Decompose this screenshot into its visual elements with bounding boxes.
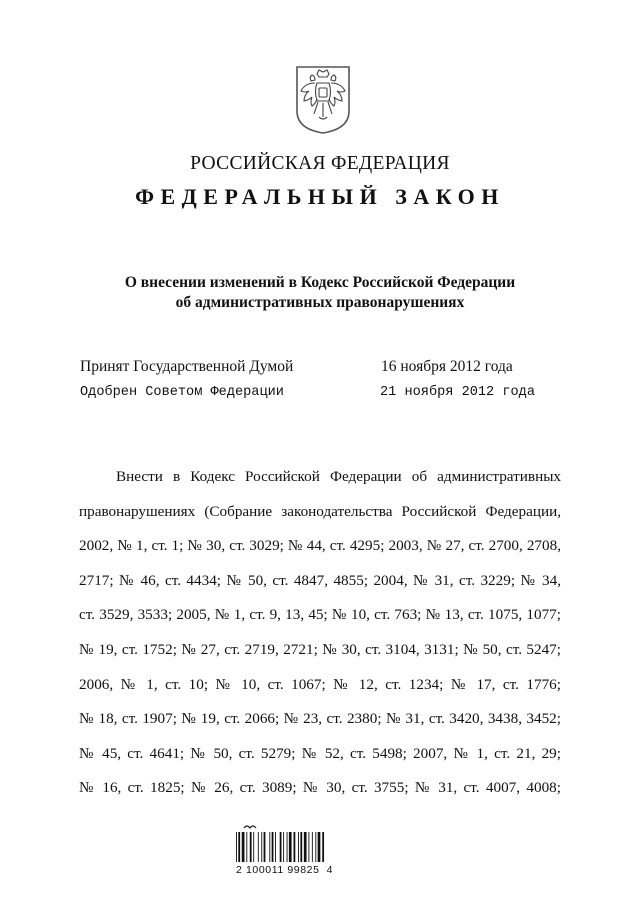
barcode-number: 2 100011 99825 4	[236, 864, 334, 876]
law-title	[0, 273, 640, 313]
adoption-label: Принят Государственной Думой	[80, 358, 294, 375]
law-body-paragraph	[79, 460, 561, 806]
body-line: 2717; № 46, ст. 4434; № 50, ст. 4847, 4855; 2004, № 31, ст. 3229; № 34,	[79, 571, 561, 589]
adoption-date: 21 ноября 2012 года	[380, 385, 535, 400]
body-line: Внести в Кодекс Российской Федерации об административных	[116, 468, 561, 485]
law-title-line: об административных правонарушениях	[175, 294, 465, 311]
body-line: ст. 3529, 3533; 2005, № 1, ст. 9, 13, 45; № 10, ст. 763; № 13, ст. 1075, 1077;	[79, 606, 561, 624]
body-line: № 18, ст. 1907; № 19, ст. 2066; № 23, ст. 2380; № 31, ст. 3420, 3438, 3452;	[79, 710, 561, 728]
body-line: 2006, № 1, ст. 10; № 10, ст. 1067; № 12, ст. 1234; № 17, ст. 1776;	[79, 675, 561, 693]
adoption-date: 16 ноября 2012 года	[381, 358, 513, 375]
country-heading: РОССИЙСКАЯ ФЕДЕРАЦИЯ	[190, 153, 450, 174]
body-line: правонарушениях (Собрание законодательства Российской Федерации,	[79, 502, 561, 520]
coat-of-arms-icon	[291, 61, 355, 135]
body-line: 2002, № 1, ст. 1; № 30, ст. 3029; № 44, ст. 4295; 2003, № 27, ст. 2700, 2708,	[79, 537, 561, 555]
law-title-line: О внесении изменений в Кодекс Российской Федерации	[124, 274, 516, 291]
law-type-heading: ФЕДЕРАЛЬНЫЙ ЗАКОН	[135, 184, 505, 209]
body-line: № 45, ст. 4641; № 50, ст. 5279; № 52, ст. 5498; 2007, № 1, ст. 21, 29;	[79, 744, 561, 762]
body-line: № 16, ст. 1825; № 26, ст. 3089; № 30, ст. 3755; № 31, ст. 4007, 4008;	[79, 779, 561, 797]
adoption-label: Одобрен Советом Федерации	[80, 385, 284, 400]
body-line: № 19, ст. 1752; № 27, ст. 2719, 2721; № 30, ст. 3104, 3131; № 50, ст. 5247;	[79, 640, 561, 658]
